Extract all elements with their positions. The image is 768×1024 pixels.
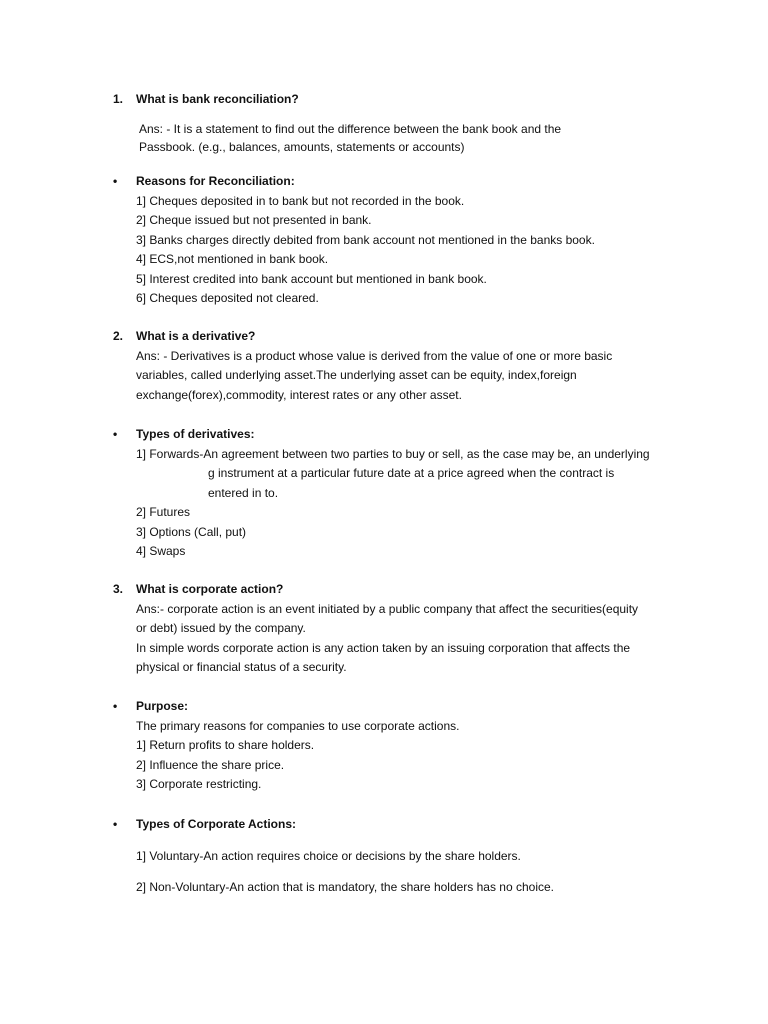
- answer-line: Ans: - Derivatives is a product whose value is derived from the value of one or more basic: [136, 348, 613, 363]
- answer-line: physical or financial status of a security.: [136, 660, 347, 674]
- corporate-action-type-non-voluntary: [0, 878, 768, 898]
- section-heading: Reasons for Reconciliation:: [136, 174, 295, 188]
- list-item: 2] Influence the share price.: [136, 757, 285, 772]
- section-heading: Types of Corporate Actions:: [136, 817, 297, 831]
- list-item: 4] Swaps: [136, 544, 186, 558]
- bullet: •: [113, 699, 118, 713]
- bullet: •: [113, 174, 118, 188]
- question-number: 2.: [113, 329, 124, 343]
- list-item-continuation: g instrument at a particular future date at a price agreed when the contract is: [208, 466, 615, 480]
- list-item: 2] Non-Voluntary-An action that is mandatory, the share holders has no choice.: [136, 880, 555, 894]
- list-item: 1] Forwards-An agreement between two parties to buy or sell, as the case may be, an underlying: [136, 446, 650, 461]
- list-item: 2] Cheque issued but not presented in bank.: [136, 213, 372, 227]
- list-item: 3] Corporate restricting.: [136, 777, 262, 791]
- section-heading: Types of derivatives:: [136, 427, 255, 441]
- answer-line: Ans: - It is a statement to find out the difference between the bank book and the: [139, 122, 562, 136]
- list-item: 2] Futures: [136, 505, 191, 519]
- answer-line: or debt) issued by the company.: [136, 621, 306, 635]
- question-title: What is corporate action?: [136, 582, 284, 596]
- list-item: 3] Options (Call, put): [136, 524, 247, 539]
- list-item: 1] Return profits to share holders.: [136, 738, 315, 752]
- question-2: [0, 327, 768, 405]
- list-item: 5] Interest credited into bank account but mentioned in bank book.: [136, 271, 487, 286]
- bullet: •: [113, 427, 118, 441]
- list-item: 3] Banks charges directly debited from bank account not mentioned in the banks book.: [136, 232, 595, 247]
- purpose-section: [0, 697, 768, 795]
- answer-1: [0, 120, 768, 156]
- question-number: 3.: [113, 582, 124, 596]
- bullet: •: [113, 817, 118, 831]
- corporate-action-types-section: [0, 815, 768, 835]
- question-title: What is a derivative?: [136, 329, 256, 343]
- derivative-types-section: [0, 425, 768, 562]
- section-heading: Purpose:: [136, 699, 189, 713]
- corporate-action-type-voluntary: [0, 847, 768, 867]
- list-item: 1] Cheques deposited in to bank but not recorded in the book.: [136, 193, 465, 208]
- list-item: The primary reasons for companies to use corporate actions.: [136, 718, 460, 733]
- list-item-continuation: entered in to.: [208, 485, 279, 500]
- list-item: 1] Voluntary-An action requires choice or decisions by the share holders.: [136, 849, 521, 863]
- list-item: 6] Cheques deposited not cleared.: [136, 291, 319, 305]
- list-item: 4] ECS,not mentioned in bank book.: [136, 252, 329, 266]
- reasons-section: [0, 172, 768, 309]
- question-title: What is bank reconciliation?: [136, 92, 299, 106]
- answer-line: exchange(forex),commodity, interest rates or any other asset.: [136, 387, 462, 402]
- answer-line: In simple words corporate action is any action taken by an issuing corporation that affects the: [136, 640, 631, 655]
- question-number: 1.: [113, 92, 124, 106]
- answer-line: variables, called underlying asset.The underlying asset can be equity, index,foreign: [136, 368, 577, 382]
- question-1: [0, 90, 768, 110]
- question-3: [0, 580, 768, 678]
- answer-line: Passbook. (e.g., balances, amounts, statements or accounts): [139, 140, 465, 154]
- answer-line: Ans:- corporate action is an event initiated by a public company that affect the securities(equity: [136, 601, 639, 616]
